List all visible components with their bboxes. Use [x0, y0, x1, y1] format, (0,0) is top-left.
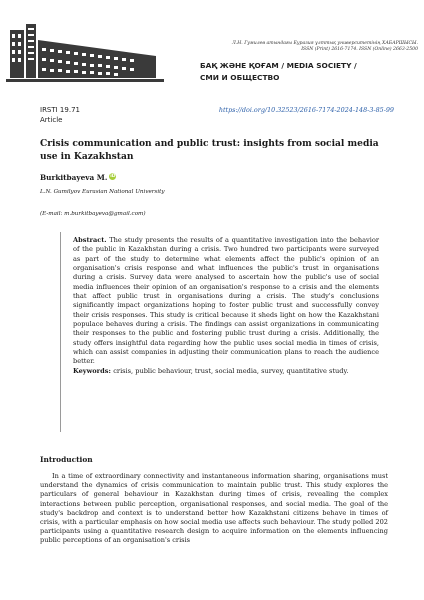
article-type: Article: [40, 116, 63, 124]
keywords-label: Keywords:: [73, 367, 111, 376]
keywords-list: crisis, public behaviour, trust, social media, survey, quantitative study.: [113, 367, 349, 376]
abstract-section: [60, 232, 389, 432]
orcid-icon[interactable]: iD: [110, 174, 116, 179]
abstract-text: The study presents the results of a quantitative investigation into the behavior of the public in Kazakhstan during a crisis. Two hundred two participants were surveyed as part of the study to determine what elements affect the public's opinion of an organisation's crisis response and what influences the public's trust in organisations during a crisis. Survey data were analysed to ascertain how the public's use of social media influences their opinion of an organisation's response to a crisis and the elements that affect public trust in organisations during a crisis. The study's conclusions significantly impact organizations hoping to foster public trust and successfully convey their crisis responses. This study is critical because it sheds light on how the Kazakhstani populace behaves during a crisis. The findings can assist organizations in communicating their responses to the public and fostering public trust during a crisis. Additionally, the study offers insightful data regarding how the public uses social media in times of crisis, which can assist companies in adjusting their communication plans to reach the audience better.: [73, 236, 379, 366]
bulletin-line: ISSN (Print) 2616-7174. ISSN (Online) 2663-2500: [301, 46, 418, 52]
journal-header: [0, 0, 424, 90]
author-name: Burkitbayeva M.: [40, 173, 108, 182]
abstract-label: Abstract.: [73, 236, 107, 244]
keywords-line: [73, 367, 379, 376]
author-email: (E-mail: m.burkitbayeva@gmail.com): [40, 211, 146, 217]
introduction-body: In a time of extraordinary connectivity and instantaneous information sharing, organisations must understand the dynamics of crisis communication to maintain public trust. This study explores the particulars of general behaviour in Kazakhstan during times of crisis, revealing the complex interactions between public perception, organisational responses, and social media. The goal of the study's backdrop and context is to understand better how Kazakhstani citizens behave in times of crisis, with a particular emphasis on how social media use affects such behaviour. The study polled 202 participants using a quantitative research design to acquire information on the elements influencing public perceptions of an organisation's crisis: [40, 472, 388, 545]
abstract-body: [73, 236, 379, 377]
author-line: [40, 173, 116, 182]
irsti-code: IRSTI 19.71: [40, 106, 80, 114]
journal-section-title: [200, 60, 420, 83]
author-affiliation: L.N. Gumilyov Eurasian National University: [40, 189, 165, 195]
university-building-icon: [6, 22, 164, 84]
doi-link[interactable]: https://doi.org/10.32523/2616-7174-2024-148-3-85-99: [218, 106, 394, 114]
introduction-heading: Introduction: [40, 455, 93, 464]
section-title-line: БАҚ ЖӘНЕ ҚОҒАМ / MEDIA SOCIETY /: [200, 61, 357, 70]
paper-title: Crisis communication and public trust: insights from social media use in Kazakhstan: [40, 138, 379, 162]
bulletin-line: Л.Н. Гумилев атындағы Еуразия ұлттық университетінің ХАБАРШЫСЫ.: [232, 41, 418, 46]
journal-bulletin-info: [166, 41, 418, 52]
university-building-logo: [6, 22, 164, 84]
section-title-line: СМИ И ОБЩЕСТВО: [200, 72, 280, 82]
